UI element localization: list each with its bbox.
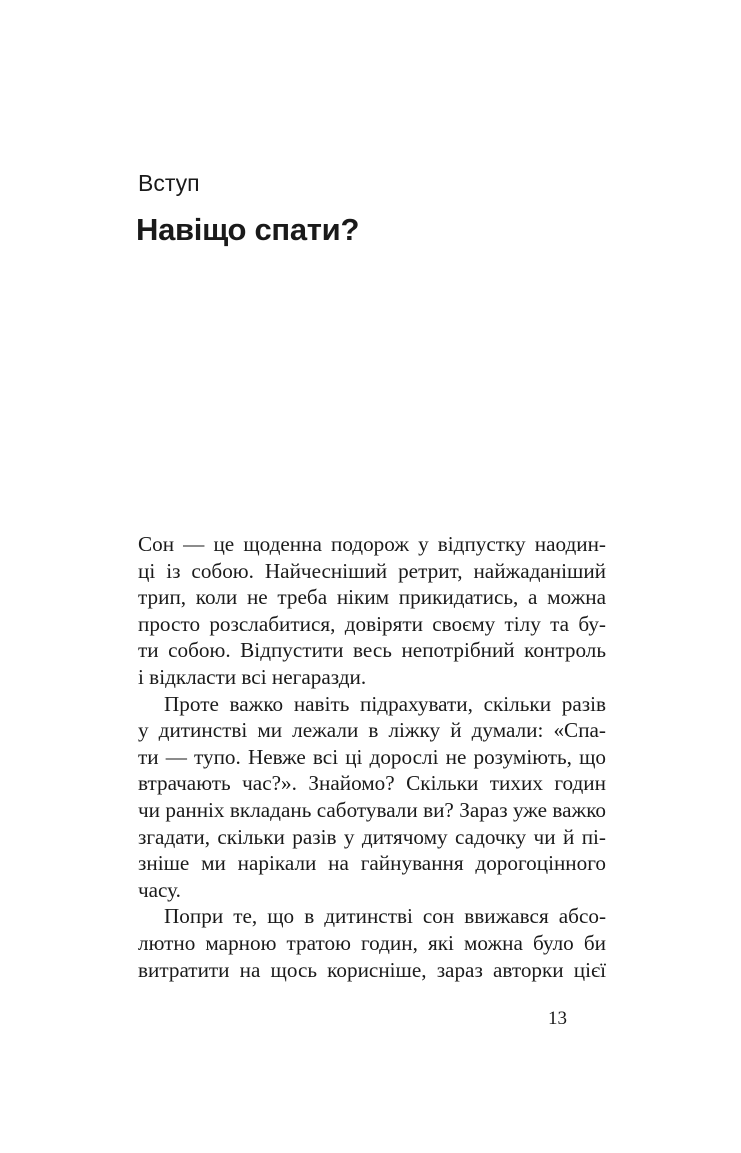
- text-line: у дитинстві ми лежали в ліжку й думали: «Спа-: [138, 718, 606, 743]
- chapter-title: Навіщо спати?: [136, 212, 360, 247]
- text-line: зніше ми нарікали на гайнування дорогоцінного: [138, 851, 606, 876]
- text-line: витратити на щось корисніше, зараз авторки цієї: [138, 957, 606, 982]
- text-line: трип, коли не треба ніким прикидатись, а можна: [138, 585, 606, 610]
- text-line: ти собою. Відпустити весь непотрібний контроль: [138, 638, 606, 663]
- text-line: просто розслабитися, довіряти своєму тілу та бу-: [138, 611, 606, 636]
- text-line: Сон — це щоденна подорож у відпустку наодин-: [138, 532, 606, 556]
- body-text: [138, 531, 606, 983]
- text-line: і відкласти всі негаразди.: [138, 664, 367, 689]
- section-label: Вступ: [138, 170, 200, 196]
- text-line: чи ранніх вкладань саботували ви? Зараз уже важко: [138, 797, 606, 822]
- text-line: згадати, скільки разів у дитячому садочку чи й пі-: [138, 824, 606, 849]
- text-line: ці із собою. Найчесніший ретрит, найжаданіший: [138, 558, 606, 583]
- text-line: втрачають час?». Знайомо? Скільки тихих годин: [138, 771, 606, 796]
- text-line: ти — тупо. Невже всі ці дорослі не розуміють, що: [138, 744, 606, 769]
- text-line: часу.: [138, 877, 181, 902]
- text-line: лютно марною тратою годин, які можна було би: [138, 930, 606, 955]
- text-line: Проте важко навіть підрахувати, скільки разів: [164, 691, 606, 716]
- page-number: 13: [548, 1008, 567, 1029]
- text-line: Попри те, що в дитинстві сон ввижався абсо-: [164, 904, 606, 929]
